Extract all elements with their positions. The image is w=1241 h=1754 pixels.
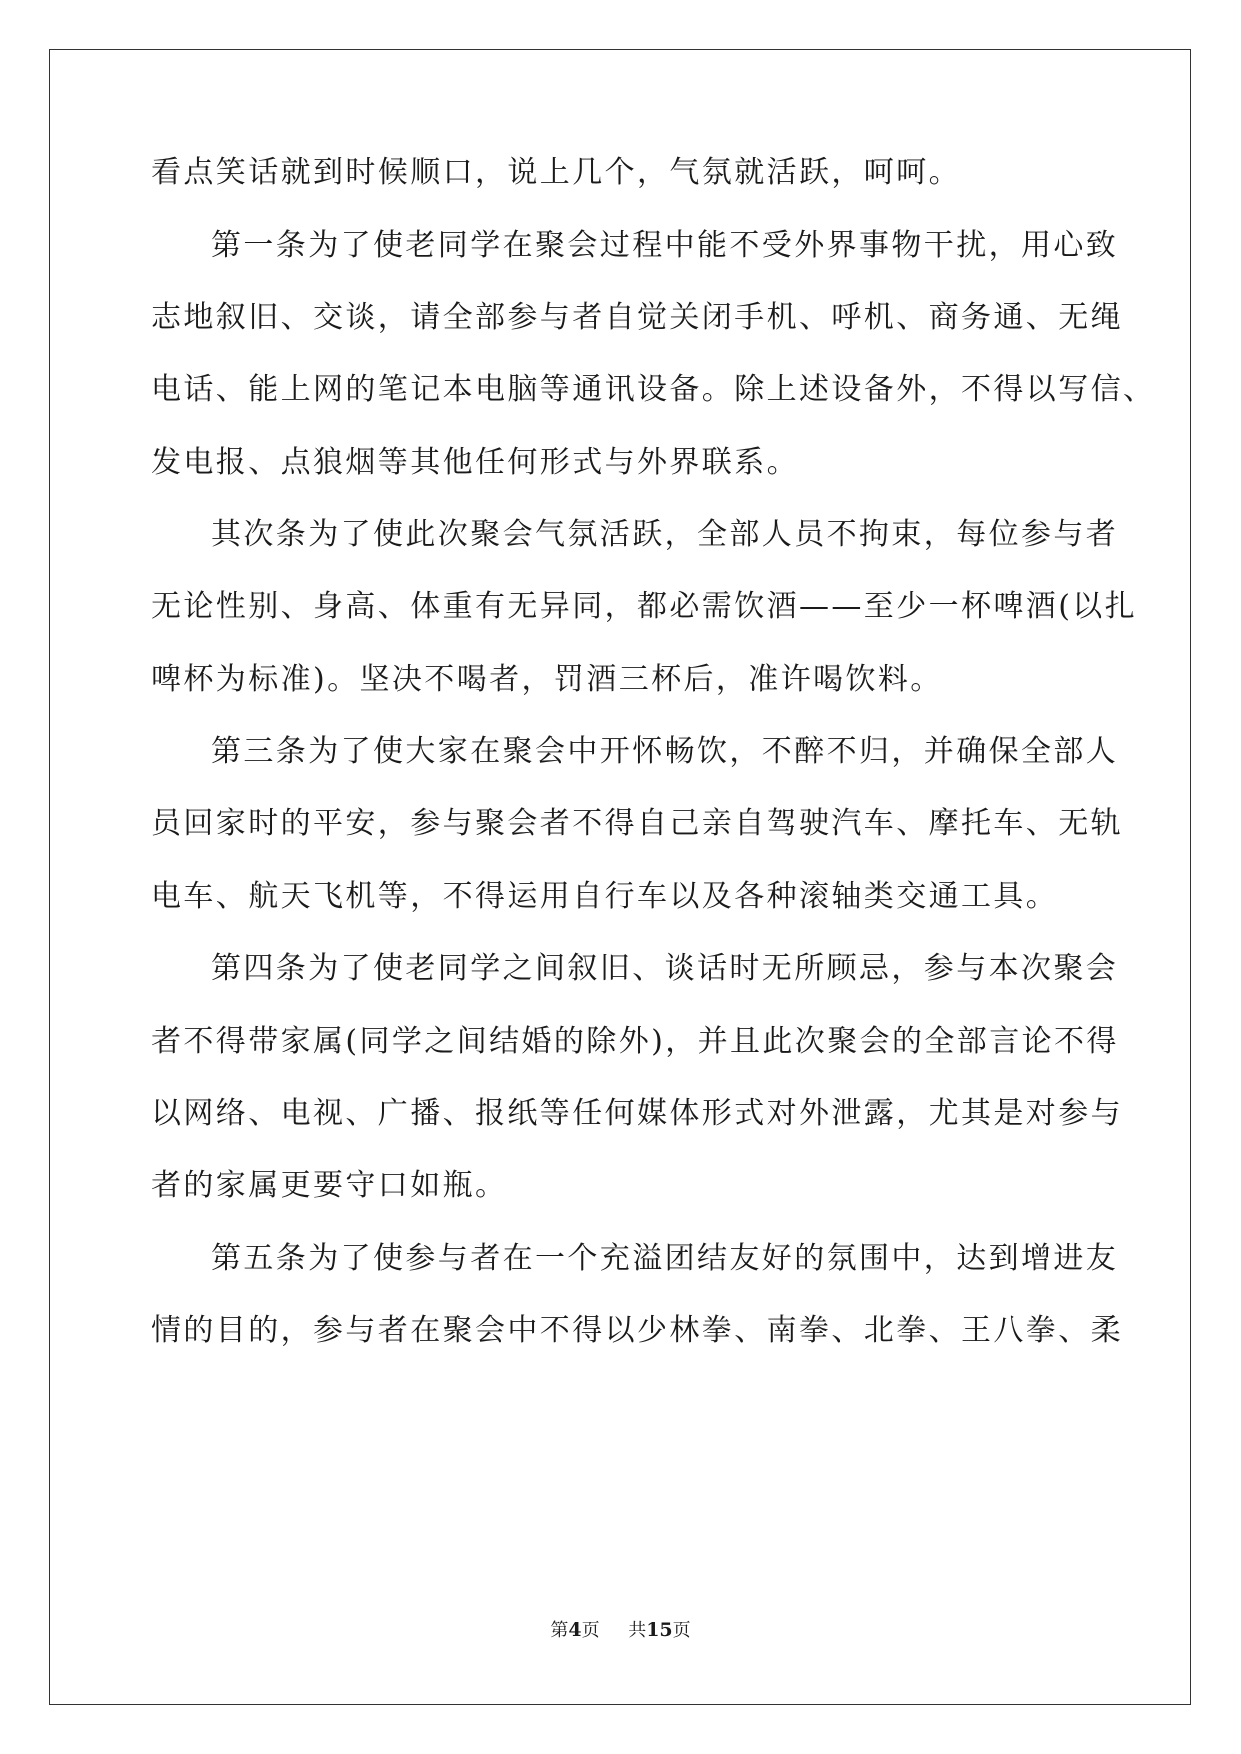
paragraph-first-line: 其次条为了使此次聚会气氛活跃，全部人员不拘束，每位参与者: [211, 517, 1119, 552]
page-prefix: 第: [550, 1620, 569, 1641]
text-line: 情的目的，参与者在聚会中不得以少林拳、南拳、北拳、王八拳、柔: [151, 1313, 1123, 1348]
page-suffix: 页: [581, 1620, 600, 1641]
text-line: 以网络、电视、广播、报纸等任何媒体形式对外泄露，尤其是对参与: [151, 1096, 1123, 1131]
text-line: 发电报、点狼烟等其他任何形式与外界联系。: [151, 445, 799, 480]
text-line: 员回家时的平安，参与聚会者不得自己亲自驾驶汽车、摩托车、无轨: [151, 806, 1123, 841]
text-line: 电话、能上网的笔记本电脑等通讯设备。除上述设备外，不得以写信、: [151, 372, 1156, 407]
total-prefix: 共: [628, 1620, 647, 1641]
text-line: 志地叙旧、交谈，请全部参与者自觉关闭手机、呼机、商务通、无绳: [151, 300, 1123, 335]
text-line: 无论性别、身高、体重有无异同，都必需饮酒——至少一杯啤酒(以扎: [151, 589, 1138, 624]
paragraph-first-line: 第四条为了使老同学之间叙旧、谈话时无所顾忌，参与本次聚会: [211, 951, 1119, 986]
total-pages-number: 15: [646, 1619, 673, 1641]
text-line: 者的家属更要守口如瓶。: [151, 1168, 508, 1203]
paragraph-first-line: 第五条为了使参与者在一个充溢团结友好的氛围中，达到增进友: [211, 1241, 1119, 1276]
text-line: 看点笑话就到时候顺口，说上几个，气氛就活跃，呵呵。: [151, 155, 961, 190]
page-footer: [0, 1618, 1241, 1643]
text-line: 啤杯为标准)。坚决不喝者，罚酒三杯后，准许喝饮料。: [151, 662, 943, 697]
current-page-number: 4: [568, 1619, 582, 1641]
page-number-label: [550, 1620, 599, 1641]
text-line: 者不得带家属(同学之间结婚的除外)，并且此次聚会的全部言论不得: [151, 1024, 1119, 1059]
paragraph-first-line: 第一条为了使老同学在聚会过程中能不受外界事物干扰，用心致: [211, 228, 1119, 263]
paragraph-first-line: 第三条为了使大家在聚会中开怀畅饮，不醉不归，并确保全部人: [211, 734, 1119, 769]
text-line: 电车、航天飞机等，不得运用自行车以及各种滚轴类交通工具。: [151, 879, 1059, 914]
total-suffix: 页: [672, 1620, 691, 1641]
total-pages-label: [628, 1620, 690, 1641]
